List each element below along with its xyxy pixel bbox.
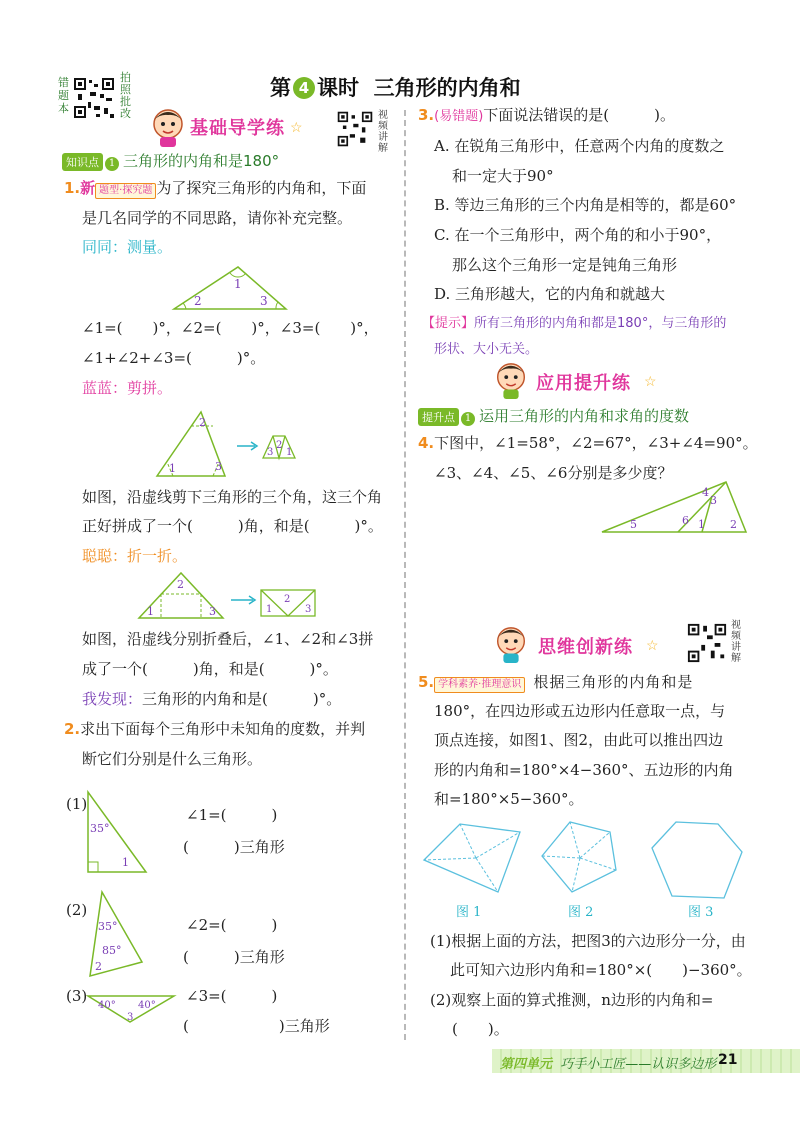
- q2-2-angle-c: 2: [95, 960, 102, 973]
- q2-3-ans2: ( )三角形: [183, 1017, 330, 1035]
- kp-badge: 知识点: [62, 153, 103, 171]
- mascot-think: [492, 624, 530, 668]
- star-icon: ☆: [644, 374, 657, 390]
- section-applied-title: 应用提升练: [536, 373, 631, 394]
- q3-line: [418, 108, 675, 123]
- lesson-title: [270, 72, 521, 102]
- video-label-basic: 视频讲解: [378, 110, 388, 154]
- footer-text: [500, 1053, 716, 1072]
- q2-2-triangle: [86, 888, 146, 980]
- q3-tag: (易错题): [434, 109, 484, 124]
- q1-angle-2: 2: [194, 294, 202, 308]
- svg-text:2: 2: [177, 578, 184, 591]
- svg-text:3: 3: [209, 605, 216, 618]
- q2-2-ans1: ∠2=( ): [186, 916, 278, 934]
- q4-angle-4: 4: [702, 486, 709, 499]
- q4-text1: 下图中，∠1=58°，∠2=67°，∠3+∠4=90°。: [434, 434, 758, 452]
- q2-1-triangle: [84, 788, 150, 876]
- svg-text:1: 1: [169, 462, 176, 475]
- q2-3-tag: (3): [66, 987, 88, 1005]
- q1-lan: 蓝蓝：剪拼。: [82, 379, 173, 397]
- q1-angle-3: 3: [260, 294, 268, 308]
- svg-text:3: 3: [267, 447, 274, 458]
- q4-angle-5: 5: [630, 518, 637, 531]
- q1-cut-figure: [155, 408, 315, 480]
- q3-A1: A. 在锐角三角形中，任意两个内角的度数之: [434, 137, 725, 155]
- star-icon: ☆: [290, 120, 303, 136]
- q2-1-angle-a: 35°: [90, 822, 110, 835]
- q3-D: D. 三角形越大，它的内角和就越大: [434, 285, 666, 303]
- qr-code-video-think: [686, 622, 728, 664]
- q3-C2: 那么这个三角形一定是钝角三角形: [452, 256, 678, 274]
- q5-fig1-label: 图 1: [456, 905, 482, 920]
- q1-type-badge: 题型·探究题: [95, 183, 156, 199]
- svg-text:3: 3: [215, 460, 222, 473]
- q2-text1: 求出下面每个三角形中未知角的度数，并判: [80, 720, 366, 738]
- q2-1-angle-b: 1: [122, 856, 129, 869]
- tp-num: 1: [461, 412, 475, 426]
- kp-label: 三角形的内角和是180°: [123, 152, 280, 170]
- side-tag-right: 拍照批改: [120, 71, 131, 120]
- q5-s2a: (2)观察上面的算式推测，n边形的内角和=: [430, 991, 714, 1009]
- q2-3-ans1: ∠3=( ): [186, 987, 278, 1005]
- q2-3-angle-b: 40°: [138, 1000, 156, 1011]
- q2-3-angle-c: 3: [127, 1012, 134, 1023]
- q3-A2: 和一定大于90°: [452, 167, 554, 185]
- mascot-basic: [148, 106, 188, 152]
- q5-l4: 形的内角和=180°×4−360°、五边形的内角: [434, 761, 734, 779]
- qr-icon: [686, 622, 728, 664]
- q4-text2: ∠3、∠4、∠5、∠6分别是多少度？: [434, 464, 673, 482]
- qr-icon: [336, 110, 374, 148]
- q1-tong: 同同：测量。: [82, 238, 173, 256]
- mascot-icon: [492, 624, 530, 664]
- page-number: 21: [718, 1052, 738, 1068]
- q5-s1b: 此可知六边形内角和=180°×( )−360°。: [450, 961, 752, 979]
- q2-1-ans2: ( )三角形: [183, 838, 285, 856]
- mascot-applied: [492, 360, 530, 404]
- q1-fold-text1: 如图，沿虚线分别折叠后，∠1、∠2和∠3拼: [82, 630, 374, 648]
- q1-cut-text2: 正好拼成了一个( )角，和是( )°。: [82, 517, 383, 535]
- q3-hint-text1: 所有三角形的内角和都是180°，与三角形的: [474, 316, 727, 331]
- q3-num: 3.: [418, 106, 435, 124]
- q5-s2b: ( )。: [452, 1020, 509, 1038]
- section-think-title: 思维创新练: [538, 637, 633, 658]
- q1-wo-label: 我发现：: [82, 690, 143, 708]
- q1-conclusion: [82, 692, 341, 707]
- q2-1-tag: (1): [66, 795, 88, 813]
- q4-num: 4.: [418, 434, 435, 452]
- svg-text:2: 2: [284, 594, 291, 605]
- q4-angle-2: 2: [730, 518, 737, 531]
- mascot-icon: [492, 360, 530, 400]
- lesson-num: 4: [293, 77, 315, 99]
- q5-line1: [418, 675, 693, 693]
- svg-text:1: 1: [266, 604, 273, 615]
- q2-3-angle-a: 40°: [98, 1000, 116, 1011]
- kp-num: 1: [105, 157, 119, 171]
- svg-text:3: 3: [305, 604, 312, 615]
- q4-angle-6: 6: [682, 514, 689, 527]
- footer-title: 巧手小工匠——认识多边形: [560, 1057, 717, 1072]
- q1-line-angles: ∠1=( )°，∠2=( )°，∠3=( )°，: [82, 319, 379, 337]
- q5-fig3-label: 图 3: [688, 905, 714, 920]
- knowledge-point: [62, 150, 279, 171]
- qr-code-video-basic: [336, 110, 374, 148]
- q4-angle-1: 1: [698, 518, 705, 531]
- q2-2-ans2: ( )三角形: [183, 948, 285, 966]
- q3-hint2: 形状、大小无关。: [434, 342, 539, 357]
- q1-num: 1.: [64, 179, 81, 197]
- q5-figures: [420, 818, 752, 920]
- qr-icon: [72, 76, 116, 120]
- q2-2-angle-a: 35°: [98, 920, 118, 933]
- svg-text:2: 2: [199, 416, 206, 429]
- q3-hint-label: 【提示】: [422, 316, 475, 331]
- lesson-name: 三角形的内角和: [373, 76, 521, 100]
- svg-text:2: 2: [276, 440, 283, 451]
- q1-measure-triangle: [170, 262, 290, 312]
- q5-l1: 根据三角形的内角和是: [533, 673, 694, 691]
- q1-text1: 为了探究三角形的内角和，下面: [156, 179, 367, 197]
- side-tag-left: 错题本: [58, 76, 69, 115]
- q1-angle-1: 1: [234, 277, 242, 291]
- q4-angle-3: 3: [710, 494, 717, 507]
- q5-tag: 学科素养·推理意识: [434, 677, 525, 693]
- q2-num: 2.: [64, 720, 81, 738]
- q5-s1a: (1)根据上面的方法，把图3的六边形分一分，由: [430, 932, 746, 950]
- q1-fold-figure: [135, 570, 325, 622]
- q1-line-sum: ∠1+∠2+∠3=( )°。: [82, 349, 266, 367]
- star-icon: ☆: [646, 638, 659, 654]
- tp-badge: 提升点: [418, 408, 459, 426]
- q3-hint1: [422, 317, 726, 330]
- q5-fig2-label: 图 2: [568, 905, 594, 920]
- q3-text: 下面说法错误的是( )。: [483, 106, 676, 124]
- lesson-suffix: 课时: [317, 76, 359, 100]
- q1-fold-text2: 成了一个( )角，和是( )°。: [82, 660, 338, 678]
- section-basic-title: 基础导学练: [190, 118, 285, 139]
- q1-line1: [64, 181, 366, 199]
- q2-2-tag: (2): [66, 901, 88, 919]
- svg-text:1: 1: [286, 447, 293, 458]
- q3-C1: C. 在一个三角形中，两个角的和小于90°，: [434, 226, 722, 244]
- q5-num: 5.: [418, 673, 435, 691]
- q2-line1: [64, 722, 365, 737]
- q5-l3: 顶点连接，如图1、图2，由此可以推出四边: [434, 731, 724, 749]
- qr-code-left: [72, 76, 116, 120]
- footer-unit: 第四单元: [500, 1057, 553, 1072]
- q5-l5: 和=180°×5−360°。: [434, 790, 584, 808]
- q4-line1: [418, 436, 758, 451]
- q1-text2: 是几名同学的不同思路，请你补充完整。: [82, 209, 353, 227]
- video-label-think: 视频讲解: [731, 620, 741, 664]
- q3-B: B. 等边三角形的三个内角是相等的，都是60°: [434, 196, 737, 214]
- lesson-prefix: 第: [270, 76, 291, 100]
- tp-point: [418, 405, 689, 426]
- tp-label: 运用三角形的内角和求角的度数: [479, 407, 690, 425]
- column-divider: [404, 110, 406, 1040]
- q2-2-angle-b: 85°: [102, 944, 122, 957]
- mascot-icon: [148, 106, 188, 148]
- q2-text2: 断它们分别是什么三角形。: [82, 750, 263, 768]
- q1-new: 新: [80, 179, 96, 197]
- q2-1-ans1: ∠1=( ): [186, 806, 278, 824]
- q2-3-triangle: [86, 992, 178, 1026]
- q1-cong: 聪聪：折一折。: [82, 547, 188, 565]
- svg-text:1: 1: [147, 605, 154, 618]
- q1-wo-text: 三角形的内角和是( )°。: [142, 690, 342, 708]
- q4-figure: [598, 478, 750, 536]
- q1-cut-text1: 如图，沿虚线剪下三角形的三个角，这三个角: [82, 488, 383, 506]
- q5-l2: 180°，在四边形或五边形内任意取一点，与: [434, 702, 726, 720]
